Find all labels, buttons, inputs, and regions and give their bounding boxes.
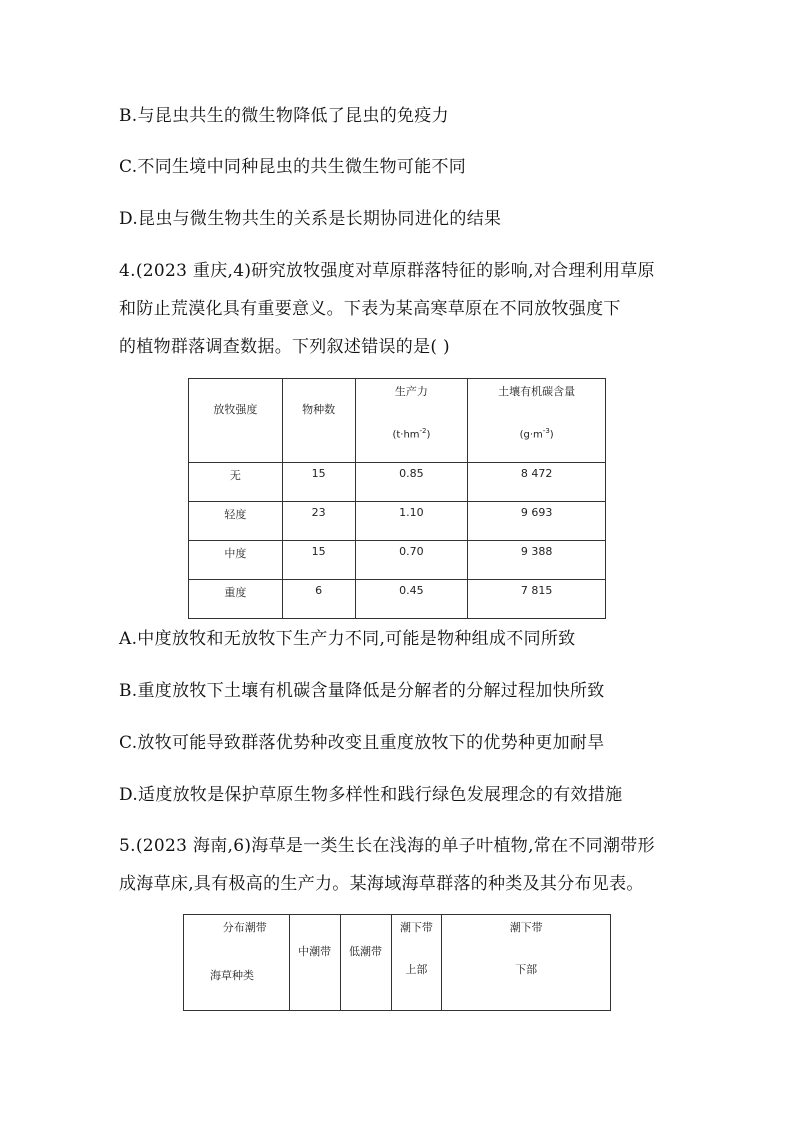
table-row bbox=[189, 541, 606, 580]
header-diagonal-cell bbox=[184, 915, 290, 1011]
question-4-line-3: 的植物群落调查数据。下列叙述错误的是( ) bbox=[119, 337, 450, 357]
cell-productivity: 0.70 bbox=[355, 541, 468, 580]
option-d-q4: D.适度放牧是保护草原生物多样性和践行绿色发展理念的有效措施 bbox=[119, 785, 623, 805]
header-subtidal-lower bbox=[442, 915, 611, 1011]
header-subtidal-lower-top: 潮下带 bbox=[509, 921, 543, 934]
option-b-q3: B.与昆虫共生的微生物降低了昆虫的免疫力 bbox=[119, 106, 449, 126]
cell-species: 6 bbox=[282, 580, 355, 619]
header-low-tide: 低潮带 bbox=[340, 915, 391, 1011]
cell-intensity: 无 bbox=[189, 463, 283, 502]
option-c-q3: C.不同生境中同种昆虫的共生微生物可能不同 bbox=[119, 157, 467, 177]
question-4-line-2: 和防止荒漠化具有重要意义。下表为某高寒草原在不同放牧强度下 bbox=[119, 299, 621, 319]
option-a-q4: A.中度放牧和无放牧下生产力不同,可能是物种组成不同所致 bbox=[119, 629, 576, 649]
header-soil-carbon-label: 土壤有机碳含量 bbox=[498, 385, 576, 398]
header-productivity bbox=[355, 379, 468, 463]
header-species-label: 海草种类 bbox=[210, 969, 254, 982]
table-header-row bbox=[184, 915, 611, 1011]
cell-intensity: 重度 bbox=[189, 580, 283, 619]
header-productivity-unit: $(t\cdot hm^{-2})$ bbox=[392, 427, 431, 441]
header-productivity-label: 生产力 bbox=[394, 385, 428, 398]
cell-species: 23 bbox=[282, 502, 355, 541]
seagrass-table bbox=[183, 914, 611, 1011]
cell-intensity: 轻度 bbox=[189, 502, 283, 541]
cell-species: 15 bbox=[282, 463, 355, 502]
option-d-q3: D.昆虫与微生物共生的关系是长期协同进化的结果 bbox=[119, 209, 502, 229]
cell-productivity: 1.10 bbox=[355, 502, 468, 541]
header-subtidal-upper-bottom: 上部 bbox=[405, 963, 428, 976]
header-grazing-intensity: 放牧强度 bbox=[189, 379, 283, 463]
cell-soil-carbon: 8 472 bbox=[468, 463, 606, 502]
header-soil-carbon-unit: $(g\cdot m^{-3})$ bbox=[519, 427, 554, 441]
table-row bbox=[189, 463, 606, 502]
cell-productivity: 0.85 bbox=[355, 463, 468, 502]
table-row bbox=[189, 502, 606, 541]
cell-soil-carbon: 9 693 bbox=[468, 502, 606, 541]
header-subtidal-lower-bottom: 下部 bbox=[515, 963, 538, 976]
grazing-table bbox=[188, 378, 606, 619]
header-soil-carbon bbox=[468, 379, 606, 463]
cell-intensity: 中度 bbox=[189, 541, 283, 580]
header-zone-label: 分布潮带 bbox=[222, 921, 267, 934]
option-b-q4: B.重度放牧下土壤有机碳含量降低是分解者的分解过程加快所致 bbox=[119, 681, 605, 701]
header-subtidal-upper-top: 潮下带 bbox=[399, 921, 433, 934]
table-header-row bbox=[189, 379, 606, 463]
cell-soil-carbon: 7 815 bbox=[468, 580, 606, 619]
header-subtidal-upper bbox=[391, 915, 442, 1011]
option-c-q4: C.放牧可能导致群落优势种改变且重度放牧下的优势种更加耐旱 bbox=[119, 733, 605, 753]
cell-species: 15 bbox=[282, 541, 355, 580]
cell-productivity: 0.45 bbox=[355, 580, 468, 619]
cell-soil-carbon: 9 388 bbox=[468, 541, 606, 580]
question-4-line-1: 4.(2023 重庆,4)研究放牧强度对草原群落特征的影响,对合理利用草原 bbox=[119, 261, 655, 281]
question-5-line-1: 5.(2023 海南,6)海草是一类生长在浅海的单子叶植物,常在不同潮带形 bbox=[119, 836, 655, 856]
header-species-count: 物种数 bbox=[282, 379, 355, 463]
header-mid-tide: 中潮带 bbox=[289, 915, 340, 1011]
question-5-line-2: 成海草床,具有极高的生产力。某海域海草群落的种类及其分布见表。 bbox=[119, 874, 644, 894]
table-row bbox=[189, 580, 606, 619]
